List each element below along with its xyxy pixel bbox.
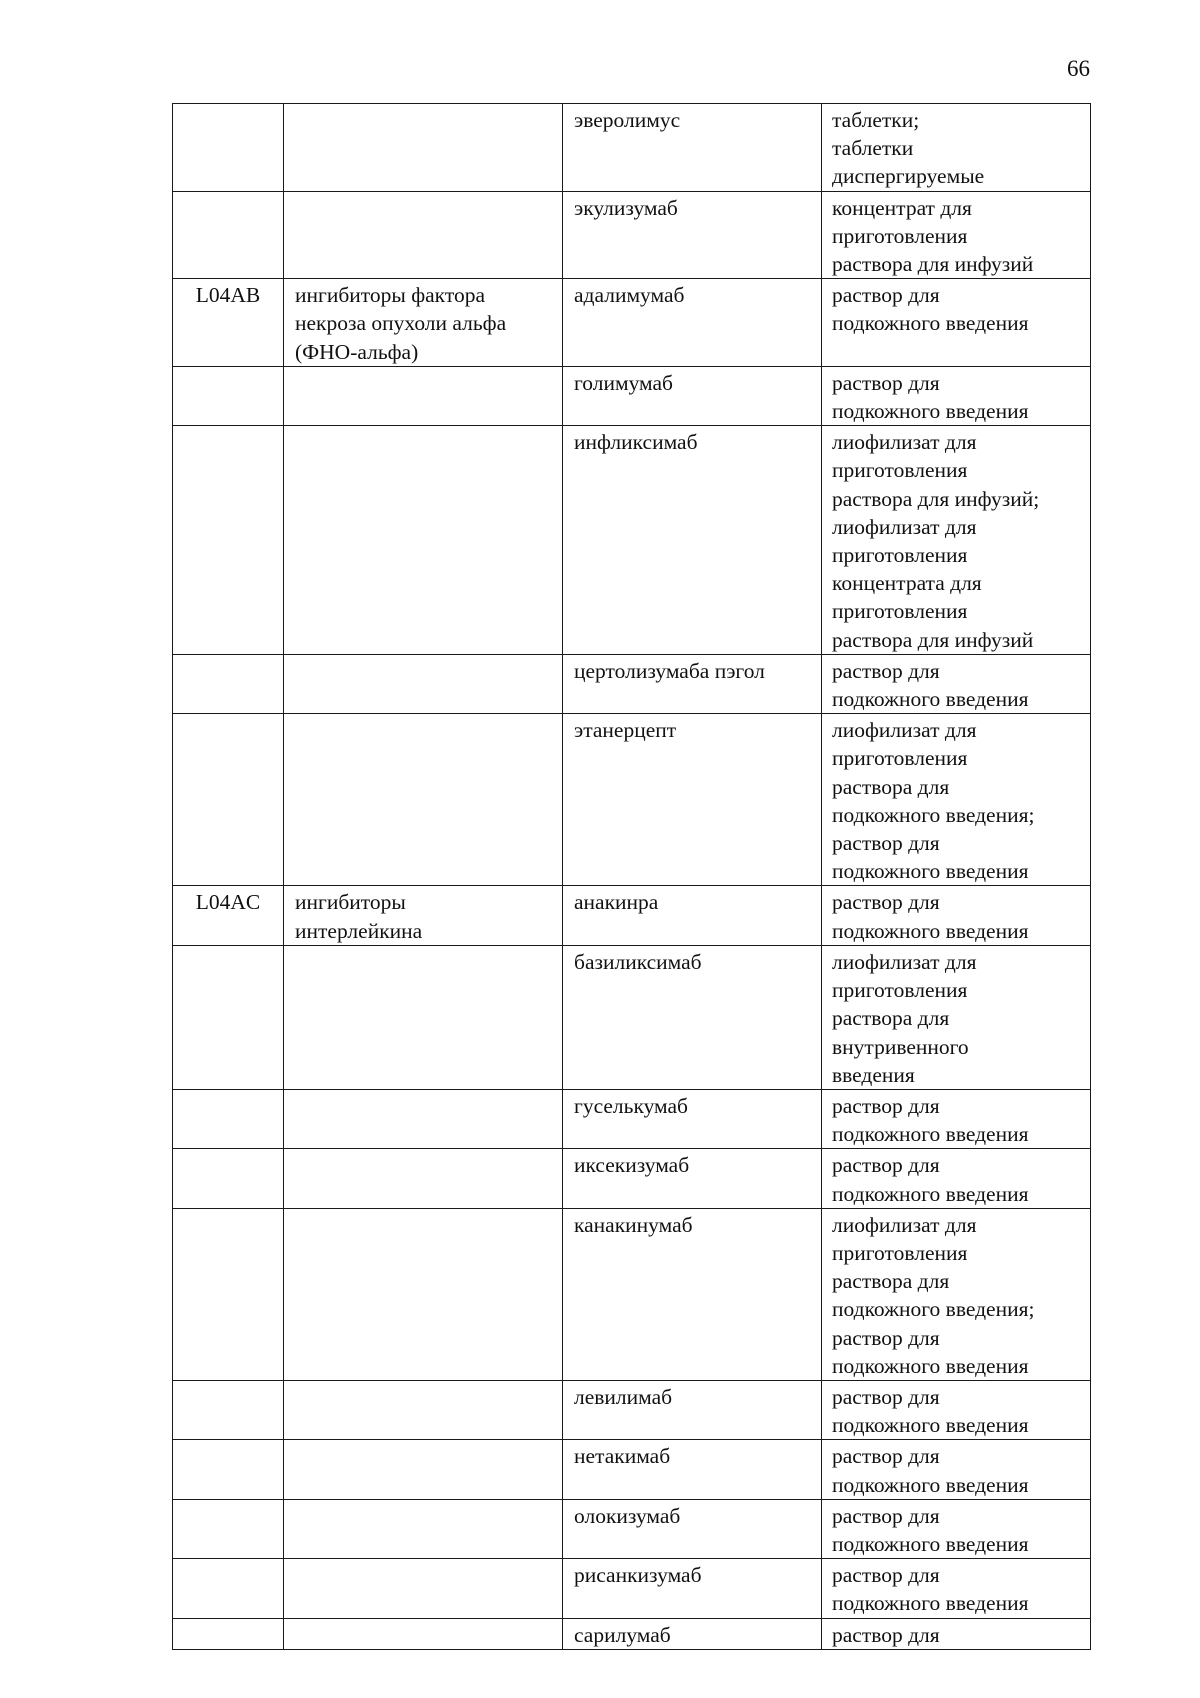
dosage-form-line: подкожного введения [832,1472,1029,1497]
pharmacological-group-cell [284,1499,563,1558]
dosage-form-cell [822,1380,1091,1439]
atc-code-cell [173,714,284,886]
drug-list-table [172,103,1091,1650]
drug-name-cell [563,714,822,886]
drug-name-cell [563,1380,822,1439]
drug-name: иксекизумаб [574,1153,690,1178]
drug-name: цертолизумаба пэгол [574,658,765,683]
atc-code-cell [173,191,284,279]
table-row [173,191,1091,279]
drug-name-cell [563,1440,822,1499]
dosage-form-cell [822,1208,1091,1380]
atc-code-cell [173,1618,284,1649]
dosage-form-line: приготовления [832,543,968,568]
drug-name-cell [563,1499,822,1558]
table-row [173,366,1091,425]
dosage-form-line: концентрата для [832,571,982,596]
dosage-form-line: лиофилизат для [832,430,977,455]
dosage-form-line: раствора для [832,1269,950,1294]
table-body [173,104,1091,1650]
table-row [173,1618,1091,1649]
table-row [173,426,1091,655]
drug-name: олокизумаб [574,1503,681,1528]
table-row [173,714,1091,886]
drug-name: базиликсимаб [574,949,702,974]
drug-name-cell [563,104,822,192]
dosage-form-line: раствора для инфузий [832,252,1034,277]
table-row [173,1089,1091,1148]
dosage-form-line: раствора для инфузий; [832,486,1040,511]
pharmacological-group-cell [284,886,563,945]
dosage-form-line: раствора для [832,774,950,799]
atc-code-cell [173,654,284,713]
dosage-form-line: раствор для [832,658,940,683]
dosage-form-cell [822,1089,1091,1148]
drug-name: анакинра [574,890,659,915]
dosage-form-line: раствора для [832,1006,950,1031]
drug-name: канакинумаб [574,1212,693,1237]
drug-name: сарилумаб [574,1622,671,1647]
dosage-form-cell [822,1440,1091,1499]
drug-name-cell [563,426,822,655]
group-line: (ФНО-альфа) [295,339,419,364]
drug-name-cell [563,1149,822,1208]
dosage-form-line: раствор для [832,1384,940,1409]
atc-code-cell [173,1499,284,1558]
dosage-form-cell [822,654,1091,713]
atc-code-cell: L04AC [173,886,284,945]
dosage-form-cell [822,366,1091,425]
dosage-form-cell [822,886,1091,945]
pharmacological-group-cell [284,1440,563,1499]
dosage-form-line: приготовления [832,223,968,248]
dosage-form-cell [822,426,1091,655]
pharmacological-group-cell [284,1089,563,1148]
dosage-form-line: лиофилизат для [832,949,977,974]
dosage-form-line: лиофилизат для [832,1212,977,1237]
dosage-form-line: подкожного введения [832,1122,1029,1147]
drug-name: адалимумаб [574,283,685,308]
table-row [173,1380,1091,1439]
dosage-form-line: лиофилизат для [832,514,977,539]
dosage-form-line: подкожного введения [832,859,1029,884]
table-row [173,1208,1091,1380]
pharmacological-group-cell [284,104,563,192]
atc-code-cell [173,426,284,655]
dosage-form-line: раствор для [832,1622,940,1647]
drug-name: этанерцепт [574,718,677,743]
dosage-form-line: приготовления [832,978,968,1003]
pharmacological-group-cell [284,1208,563,1380]
pharmacological-group-cell [284,1618,563,1649]
atc-code-cell [173,1380,284,1439]
dosage-form-line: подкожного введения [832,1353,1029,1378]
dosage-form-line: подкожного введения [832,1181,1029,1206]
atc-code-cell [173,1149,284,1208]
atc-code-cell [173,945,284,1089]
dosage-form-line: раствор для [832,1503,940,1528]
drug-name: эверолимус [574,108,681,132]
table-row [173,279,1091,367]
dosage-form-cell [822,945,1091,1089]
pharmacological-group-cell [284,366,563,425]
dosage-form-line: таблетки [832,136,914,161]
dosage-form-line: введения [832,1062,915,1087]
dosage-form-line: подкожного введения [832,687,1029,712]
drug-name: левилимаб [574,1384,673,1409]
pharmacological-group-cell [284,1559,563,1618]
table-row [173,654,1091,713]
dosage-form-line: раствор для [832,283,940,308]
dosage-form-line: раствор для [832,1444,940,1469]
drug-name: рисанкизумаб [574,1563,702,1588]
dosage-form-cell [822,1618,1091,1649]
drug-name: экулизумаб [574,195,678,220]
table-row [173,1440,1091,1499]
atc-code-cell [173,1208,284,1380]
dosage-form-line: раствора для инфузий [832,627,1034,652]
dosage-form-line: раствор для [832,1325,940,1350]
drug-name-cell [563,1208,822,1380]
dosage-form-line: раствор для [832,370,940,395]
drug-name-cell [563,1618,822,1649]
pharmacological-group-cell [284,1149,563,1208]
dosage-form-line: концентрат для [832,195,972,220]
dosage-form-line: приготовления [832,1240,968,1265]
dosage-form-line: внутривенного [832,1034,969,1059]
pharmacological-group-cell [284,654,563,713]
dosage-form-line: диспергируемые [832,164,985,189]
pharmacological-group-cell [284,426,563,655]
pharmacological-group-cell [284,945,563,1089]
group-line: ингибиторы [295,890,406,915]
table-row [173,1149,1091,1208]
dosage-form-line: раствор для [832,1153,940,1178]
dosage-form-cell [822,104,1091,192]
dosage-form-cell [822,1499,1091,1558]
dosage-form-line: подкожного введения [832,918,1029,943]
drug-name-cell [563,654,822,713]
atc-code-cell [173,1089,284,1148]
dosage-form-line: подкожного введения; [832,802,1035,827]
page-number: 66 [1067,56,1090,81]
table-row [173,886,1091,945]
dosage-form-cell [822,1149,1091,1208]
pharmacological-group-cell [284,191,563,279]
dosage-form-line: подкожного введения [832,1531,1029,1556]
drug-name-cell [563,366,822,425]
dosage-form-line: подкожного введения [832,1591,1029,1616]
dosage-form-line: таблетки; [832,108,920,132]
dosage-form-cell [822,279,1091,367]
pharmacological-group-cell [284,1380,563,1439]
drug-name-cell [563,279,822,367]
group-line: ингибиторы фактора [295,283,486,308]
dosage-form-cell [822,191,1091,279]
group-line: некроза опухоли альфа [295,311,507,336]
dosage-form-line: подкожного введения [832,399,1029,424]
group-line: интерлейкина [295,918,423,943]
atc-code-cell [173,1559,284,1618]
table-row [173,104,1091,192]
drug-name: голимумаб [574,370,673,395]
table-row [173,945,1091,1089]
drug-name-cell [563,191,822,279]
dosage-form-line: подкожного введения; [832,1297,1035,1322]
pharmacological-group-cell [284,714,563,886]
dosage-form-line: подкожного введения [832,1413,1029,1438]
drug-name-cell [563,886,822,945]
drug-name-cell [563,945,822,1089]
drug-name-cell [563,1089,822,1148]
dosage-form-line: приготовления [832,599,968,624]
dosage-form-line: лиофилизат для [832,718,977,743]
drug-name-cell [563,1559,822,1618]
table-row [173,1499,1091,1558]
dosage-form-line: приготовления [832,458,968,483]
atc-code-cell [173,366,284,425]
drug-name: инфликсимаб [574,430,698,455]
atc-code-cell [173,1440,284,1499]
dosage-form-line: раствор для [832,1563,940,1588]
dosage-form-line: подкожного введения [832,311,1029,336]
atc-code-cell [173,104,284,192]
dosage-form-line: раствор для [832,1093,940,1118]
table-row [173,1559,1091,1618]
dosage-form-line: раствор для [832,890,940,915]
dosage-form-cell [822,714,1091,886]
dosage-form-line: раствор для [832,831,940,856]
drug-name: нетакимаб [574,1444,671,1469]
dosage-form-line: приготовления [832,746,968,771]
dosage-form-cell [822,1559,1091,1618]
pharmacological-group-cell [284,279,563,367]
drug-name: гуселькумаб [574,1093,688,1118]
atc-code-cell: L04AB [173,279,284,367]
